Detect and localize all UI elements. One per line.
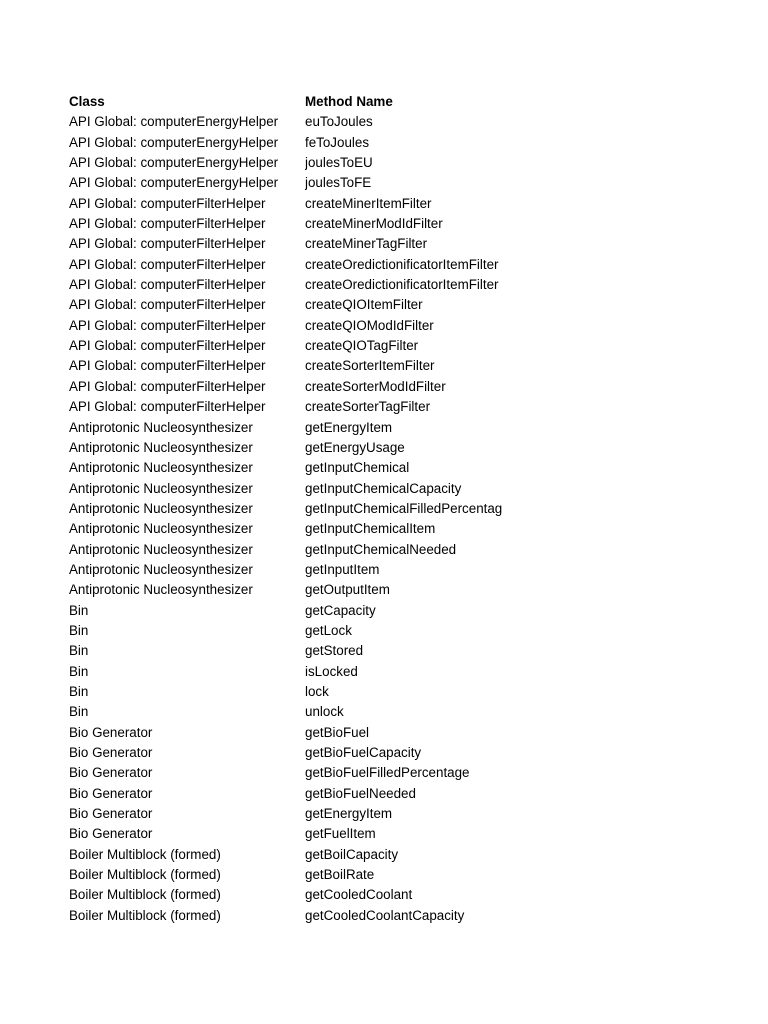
table-row: [69, 377, 749, 397]
class-cell: Antiprotonic Nucleosynthesizer: [69, 460, 253, 476]
class-cell: API Global: computerEnergyHelper: [69, 175, 279, 191]
class-cell: API Global: computerFilterHelper: [69, 236, 266, 252]
table-row: [69, 173, 749, 193]
table-row: [69, 418, 749, 438]
class-cell: API Global: computerFilterHelper: [69, 358, 266, 374]
method-name-cell: getEnergyItem: [305, 419, 393, 435]
class-cell: API Global: computerEnergyHelper: [69, 155, 279, 171]
class-cell: API Global: computerFilterHelper: [69, 256, 266, 272]
class-cell: Bin: [69, 602, 89, 618]
table-row: [69, 641, 749, 661]
table-row: [69, 479, 749, 499]
table-row: [69, 845, 749, 865]
table-row: [69, 580, 749, 600]
table-row: [69, 519, 749, 539]
method-name-cell: getInputItem: [305, 561, 380, 577]
method-name-cell: createQIOModIdFilter: [305, 317, 434, 333]
table-row: [69, 723, 749, 743]
method-name-cell: getEnergyUsage: [305, 439, 405, 455]
table-row: [69, 336, 749, 356]
method-name-cell: getInputChemicalFilledPercentag: [305, 500, 503, 516]
class-cell: API Global: computerFilterHelper: [69, 297, 266, 313]
method-name-cell: getCooledCoolantCapacity: [305, 907, 465, 923]
class-cell: Antiprotonic Nucleosynthesizer: [69, 582, 253, 598]
class-cell: Bio Generator: [69, 806, 153, 822]
method-name-cell: joulesToFE: [305, 175, 372, 191]
class-cell: Boiler Multiblock (formed): [69, 867, 221, 883]
class-cell: API Global: computerFilterHelper: [69, 317, 266, 333]
method-name-cell: getInputChemical: [305, 460, 410, 476]
table-row: [69, 133, 749, 153]
table-row: [69, 438, 749, 458]
class-cell: Bin: [69, 622, 89, 638]
class-cell: Antiprotonic Nucleosynthesizer: [69, 480, 253, 496]
method-name-cell: unlock: [305, 704, 344, 720]
class-cell: Boiler Multiblock (formed): [69, 907, 221, 923]
table-row: [69, 763, 749, 783]
table-header-row: [69, 92, 749, 112]
method-name-cell: createSorterModIdFilter: [305, 378, 446, 394]
table-row: [69, 356, 749, 376]
table-row: [69, 906, 749, 926]
method-name-cell: createQIOTagFilter: [305, 338, 419, 354]
method-name-cell: createOredictionificatorItemFilter: [305, 277, 499, 293]
table-row: [69, 316, 749, 336]
table-row: [69, 234, 749, 254]
method-name-cell: getStored: [305, 643, 364, 659]
class-cell: Bio Generator: [69, 745, 153, 760]
table-row: [69, 397, 749, 417]
class-cell: API Global: computerFilterHelper: [69, 195, 266, 211]
method-name-cell: feToJoules: [305, 134, 370, 150]
class-cell: Antiprotonic Nucleosynthesizer: [69, 561, 253, 577]
table-row: [69, 885, 749, 905]
method-name-cell: getBioFuelFilledPercentage: [305, 765, 470, 781]
class-cell: API Global: computerFilterHelper: [69, 399, 266, 415]
method-name-cell: getFuelItem: [305, 826, 376, 842]
table-row: [69, 255, 749, 275]
method-name-cell: getBioFuelCapacity: [305, 745, 422, 760]
class-cell: Bin: [69, 663, 89, 679]
method-table: [69, 92, 749, 926]
table-row: [69, 702, 749, 722]
method-name-cell: getCapacity: [305, 602, 376, 618]
method-name-cell: createQIOItemFilter: [305, 297, 423, 313]
class-cell: Bin: [69, 683, 89, 699]
table-row: [69, 784, 749, 804]
class-cell: API Global: computerEnergyHelper: [69, 134, 279, 150]
class-cell: Boiler Multiblock (formed): [69, 887, 221, 903]
class-cell: API Global: computerFilterHelper: [69, 338, 266, 354]
table-row: [69, 804, 749, 824]
table-row: [69, 214, 749, 234]
table-body: [69, 112, 749, 926]
header-method-name: Method Name: [305, 94, 393, 109]
table-row: [69, 499, 749, 519]
class-cell: Antiprotonic Nucleosynthesizer: [69, 541, 253, 557]
class-cell: API Global: computerFilterHelper: [69, 378, 266, 394]
class-cell: Antiprotonic Nucleosynthesizer: [69, 521, 253, 537]
method-name-cell: getBioFuelNeeded: [305, 785, 416, 801]
table-row: [69, 540, 749, 560]
header-class: Class: [69, 94, 105, 109]
class-cell: Bio Generator: [69, 785, 153, 801]
method-name-cell: euToJoules: [305, 114, 373, 130]
table-row: [69, 194, 749, 214]
class-cell: Bin: [69, 643, 89, 659]
class-cell: API Global: computerFilterHelper: [69, 277, 266, 293]
method-name-cell: getBoilCapacity: [305, 846, 399, 862]
table-row: [69, 112, 749, 132]
table-row: [69, 824, 749, 844]
class-cell: Bio Generator: [69, 765, 153, 781]
method-name-cell: getInputChemicalItem: [305, 521, 436, 537]
class-cell: Antiprotonic Nucleosynthesizer: [69, 439, 253, 455]
class-cell: Boiler Multiblock (formed): [69, 846, 221, 862]
method-name-cell: createSorterItemFilter: [305, 358, 435, 374]
class-cell: Bin: [69, 704, 89, 720]
method-name-cell: createSorterTagFilter: [305, 399, 431, 415]
method-name-cell: createOredictionificatorItemFilter: [305, 256, 499, 272]
method-name-cell: getBoilRate: [305, 867, 375, 883]
table-row: [69, 743, 749, 763]
class-cell: Bio Generator: [69, 724, 153, 740]
table-row: [69, 662, 749, 682]
table-row: [69, 682, 749, 702]
method-name-cell: createMinerModIdFilter: [305, 216, 443, 232]
class-cell: Antiprotonic Nucleosynthesizer: [69, 419, 253, 435]
class-cell: Antiprotonic Nucleosynthesizer: [69, 500, 253, 516]
table-row: [69, 560, 749, 580]
method-name-cell: getLock: [305, 622, 352, 638]
method-name-cell: createMinerTagFilter: [305, 236, 428, 252]
method-name-cell: getBioFuel: [305, 724, 370, 740]
method-name-cell: getOutputItem: [305, 582, 390, 598]
method-name-cell: getCooledCoolant: [305, 887, 413, 903]
table-row: [69, 275, 749, 295]
table-row: [69, 601, 749, 621]
table-row: [69, 295, 749, 315]
method-name-cell: isLocked: [305, 663, 358, 679]
method-name-cell: joulesToEU: [305, 155, 373, 171]
class-cell: API Global: computerFilterHelper: [69, 216, 266, 232]
method-name-cell: getEnergyItem: [305, 806, 393, 822]
method-name-cell: createMinerItemFilter: [305, 195, 432, 211]
table-row: [69, 153, 749, 173]
table-row: [69, 865, 749, 885]
class-cell: API Global: computerEnergyHelper: [69, 114, 279, 130]
table-row: [69, 458, 749, 478]
method-name-cell: getInputChemicalNeeded: [305, 541, 457, 557]
method-name-cell: getInputChemicalCapacity: [305, 480, 462, 496]
table-row: [69, 621, 749, 641]
method-name-cell: lock: [305, 683, 329, 699]
class-cell: Bio Generator: [69, 826, 153, 842]
